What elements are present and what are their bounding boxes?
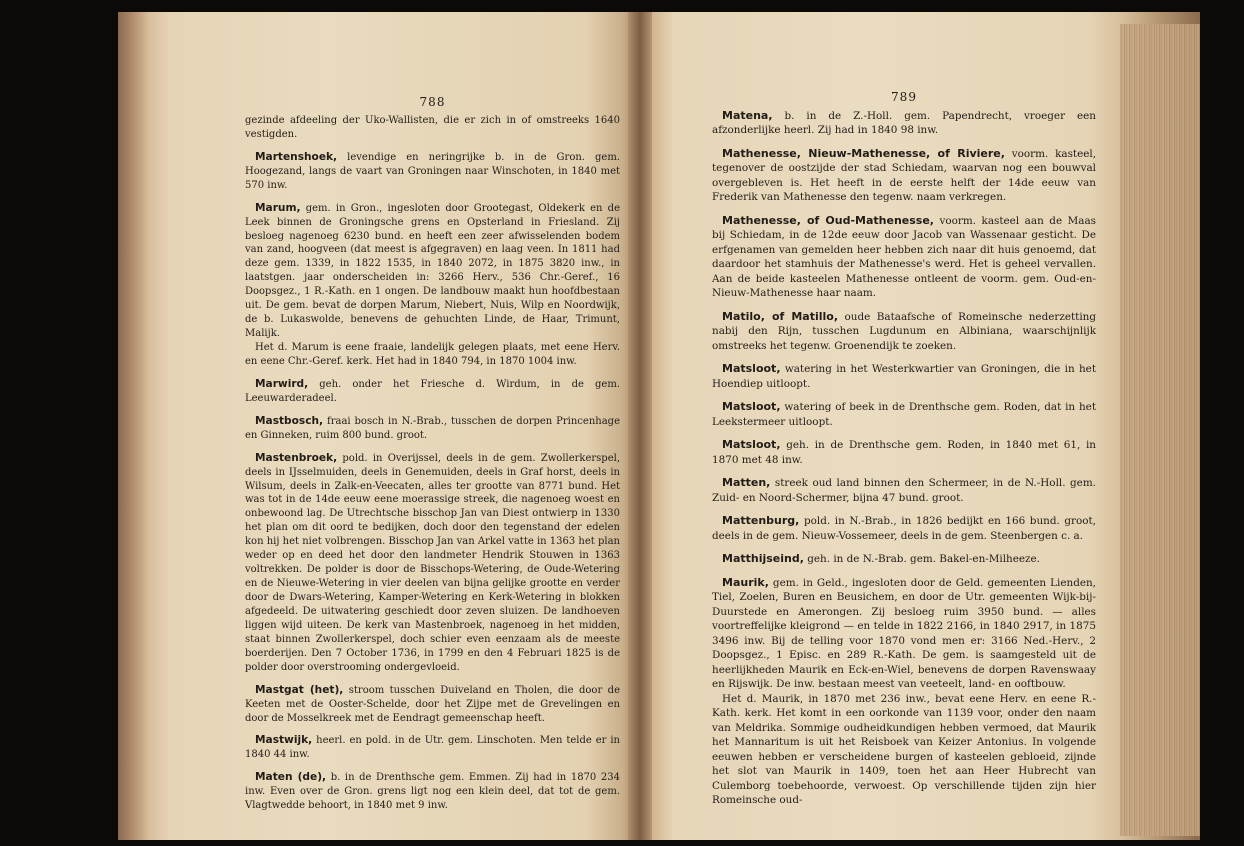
dictionary-entry <box>712 552 1096 567</box>
entry-text: gem. in Geld., ingesloten door de Geld. gemeenten Lienden, Tiel, Zoelen, Buren en Beusichem, en door de Utr. gemeenten Wijk-bij-Duurstede en Amerongen. Zij besloeg ruim 3950 bund. — alles voortreffelijke kleigrond — en telde in 1822 2166, in 1840 2917, in 1875 3496 inw. Bij de telling voor 1870 vond men er: 3166 Ned.-Herv., 2 Doopsgez., 1 Episc. en 289 R.-Kath. De gem. is saamgesteld uit de heerlijkheden Maurik en Eck-en-Wiel, benevens de dorpen Ravenswaay en Rijswijk. De inw. bestaan meest van veeteelt, land- en ooftbouw. <box>712 576 1096 690</box>
continuation-text: gezinde afdeeling der Uko-Wallisten, die er zich in of omstreeks 1640 vestigden. <box>245 114 620 140</box>
entry-headword: Mastbosch, <box>255 414 324 427</box>
dictionary-entry <box>245 415 620 443</box>
entry-headword: Mathenesse, Nieuw-Mathenesse, of Riviere, <box>722 146 1005 160</box>
entry-text: heerl. en pold. in de Utr. gem. Linschoten. Men telde er in 1840 44 inw. <box>245 735 620 761</box>
dictionary-entry <box>712 476 1096 505</box>
entry-headword: Mastenbroek, <box>255 451 338 464</box>
dictionary-entry <box>245 771 620 813</box>
entry-headword: Matena, <box>722 108 773 122</box>
entry-text: geh. onder het Friesche d. Wirdum, in de gem. Leeuwarderadeel. <box>245 378 620 404</box>
dictionary-entry <box>245 684 620 726</box>
dictionary-entry <box>712 514 1096 543</box>
entry-headword: Mastwijk, <box>255 734 313 747</box>
entry-headword: Matten, <box>722 476 771 489</box>
page-number-right: 789 <box>891 90 917 104</box>
page-number-left: 788 <box>419 95 446 109</box>
entry-text: pold. in Overijssel, deels in de gem. Zwollerkerspel, deels in IJsselmuiden, deels in Genemuiden, deels in Graf horst, deels in Wilsum, deels in Zalk-en-Veecaten, alles ter grootte van 8771 bund. Het was tot in de 14de eeuw eene moerassige streek, die nagenoeg woest en onbewoond lag. De Utrechtsche bisschop Jan van Diest ontwierp in 1330 het plan om dit oord te bedijken, doch door den tegenstand der edelen kon hij het niet volbrengen. Bisschop Jan van Arkel vatte in 1363 het plan weder op en deed het door den landmeter Hendrik Stouwen in 1363 voltrekken. De polder is door de Bisschops-Wetering, de Oude-Wetering en de Nieuwe-Wetering in vier deelen van bijna gelijke grootte en verder door de Dwars-Wetering, Kamper-Wetering en Kerk-Wetering in blokken afgedeeld. De uitwatering geschiedt door zeven sluizen. De landhoeven liggen wijd uiteen. De kerk van Mastenbroek, nagenoeg in het midden, staat binnen Zwollerkerspel, doch schier even eenzaam als de meeste boerderijen. Den 7 October 1736, in 1799 en den 4 Februari 1825 is de polder door overstrooming ondergevloeid. <box>245 452 620 673</box>
entry-headword: Marum, <box>255 201 301 214</box>
entry-headword: Matsloot, <box>722 362 781 375</box>
entry-text: streek oud land binnen den Schermeer, in de N.-Holl. gem. Zuid- en Noord-Schermer, bijna 47 bund. groot. <box>712 477 1096 504</box>
entry-text: fraai bosch in N.-Brab., tusschen de dorpen Princenhage en Ginneken, ruim 800 bund. groot. <box>245 415 620 441</box>
entry-headword: Martenshoek, <box>255 150 338 163</box>
dictionary-entry <box>245 452 620 675</box>
dictionary-entry <box>712 438 1096 467</box>
dictionary-entry <box>712 214 1096 301</box>
dictionary-entry <box>245 202 620 369</box>
entry-text: watering of beek in de Drenthsche gem. Roden, dat in het Leekstermeer uitloopt. <box>712 401 1096 428</box>
entry-text: stroom tusschen Duiveland en Tholen, die door de Keeten met de Ooster-Schelde, door het Zijpe met de Grevelingen en door de Mosselkreek met de Eendragt gemeenschap heeft. <box>245 684 620 724</box>
entry-headword: Maten (de), <box>255 771 327 784</box>
entry-paragraph: Het d. Maurik, in 1870 met 236 inw., bevat eene Herv. en eene R.-Kath. kerk. Het komt in een oorkonde van 1139 voor, onder den naam van Meldrika. Sommige oudheidkundigen hebben vermoed, dat Maurik het Mannaritum is uit het Reisboek van Keizer Antonius. In volgende eeuwen hebben er verscheidene burgen of kasteelen gebloeid, zijnde het slot van Maurik in 1409, toen het aan Heer Hubrecht van Culemborg toebehoorde, verwoest. Op verschillende tijden zijn hier Romeinsche oud- <box>712 692 1096 806</box>
entry-text: b. in de Drenthsche gem. Emmen. Zij had in 1870 234 inw. Even over de Gron. grens ligt nog een klein deel, dat tot de gem. Vlagtwedde behoort, in 1840 met 9 inw. <box>245 772 620 812</box>
book-spine <box>628 12 652 840</box>
dictionary-entry <box>712 362 1096 391</box>
entry-text: geh. in de Drenthsche gem. Roden, in 1840 met 61, in 1870 met 48 inw. <box>712 439 1096 466</box>
dictionary-entry <box>712 400 1096 429</box>
entry-text: geh. in de N.-Brab. gem. Bakel-en-Milheeze. <box>807 553 1040 565</box>
entry-headword: Mattenburg, <box>722 514 800 527</box>
dictionary-entry <box>712 109 1096 138</box>
entry-paragraph: Het d. Marum is eene fraaie, landelijk gelegen plaats, met eene Herv. en eene Chr.-Geref. kerk. Het had in 1840 794, in 1870 1004 inw. <box>245 342 620 367</box>
entry-headword: Matsloot, <box>722 400 781 413</box>
entry-headword: Mastgat (het), <box>255 683 344 696</box>
left-entries <box>245 151 620 813</box>
entry-headword: Mathenesse, of Oud-Mathenesse, <box>722 213 934 227</box>
entry-headword: Matthijseind, <box>722 552 804 565</box>
entry-text: b. in de Z.-Holl. gem. Papendrecht, vroeger een afzonderlijke heerl. Zij had in 1840 98 inw. <box>712 109 1096 136</box>
left-page <box>245 96 620 822</box>
dictionary-entry <box>712 310 1096 354</box>
entry-text: levendige en neringrijke b. in de Gron. gem. Hoogezand, langs de vaart van Groningen naar Winschoten, in 1840 met 570 inw. <box>245 151 620 191</box>
entry-text: voorm. kasteel, tegenover de oostzijde der stad Schiedam, waarvan nog een bouwval overgebleven is. Het heeft in de eerste helft der 14de eeuw van Frederik van Mathenesse den tegenw. naam verkregen. <box>712 147 1097 203</box>
dictionary-entry <box>245 378 620 406</box>
entry-headword: Maurik, <box>722 575 769 589</box>
book-page-edges <box>1120 24 1200 836</box>
dictionary-entry <box>245 151 620 193</box>
entry-text: oude Bataafsche of Romeinsche nederzetting nabij den Rijn, tusschen Lugdunum en Albiniana, waarschijnlijk omstreeks het tegenw. Groenendijk te zoeken. <box>712 310 1096 352</box>
entry-headword: Marwird, <box>255 377 309 390</box>
dictionary-entry <box>712 147 1096 205</box>
entry-headword: Matilo, of Matillo, <box>722 309 838 323</box>
entry-text: voorm. kasteel aan de Maas bij Schiedam, in de 12de eeuw door Jacob van Wassenaar gesticht. De erfgenamen van gemelden heer hebben zich naar dit huis genoemd, dat daardoor het stamhuis der Mathenesse's werd. Het is geheel vervallen. Aan de beide kasteelen Mathenesse ontleent de voorm. gem. Oud-en-Nieuw-Mathenesse haar naam. <box>712 214 1096 299</box>
entry-text: watering in het Westerkwartier van Groningen, die in het Hoendiep uitloopt. <box>712 363 1096 390</box>
right-entries <box>712 109 1096 808</box>
dictionary-entry <box>245 734 620 762</box>
entry-headword: Matsloot, <box>722 438 781 451</box>
entry-text: pold. in N.-Brab., in 1826 bedijkt en 166 bund. groot, deels in de gem. Nieuw-Vossemeer, deels in de gem. Steenbergen c. a. <box>712 515 1096 542</box>
entry-text: gem. in Gron., ingesloten door Grootegast, Oldekerk en de Leek binnen de Groningsche grens en Opsterland in Friesland. Zij besloeg nagenoeg 6230 bund. en heeft een zeer afwisselenden bodem van zand, hoogveen (dat meest is afgegraven) en laag veen. In 1811 had deze gem. 1339, in 1822 1535, in 1840 2072, in 1875 3820 inw., in laatstgen. jaar onderscheiden in: 3266 Herv., 536 Chr.-Geref., 16 Doopsgez., 1 R.-Kath. en 1 ongen. De landbouw maakt hun hoofdbestaan uit. De gem. bevat de dorpen Marum, Niebert, Nuis, Wilp en Noordwijk, de b. Lukaswolde, benevens de gehuchten Linde, de Haar, Trimunt, Malijk. <box>245 202 620 340</box>
right-page <box>712 90 1096 817</box>
dictionary-entry <box>712 576 1096 808</box>
